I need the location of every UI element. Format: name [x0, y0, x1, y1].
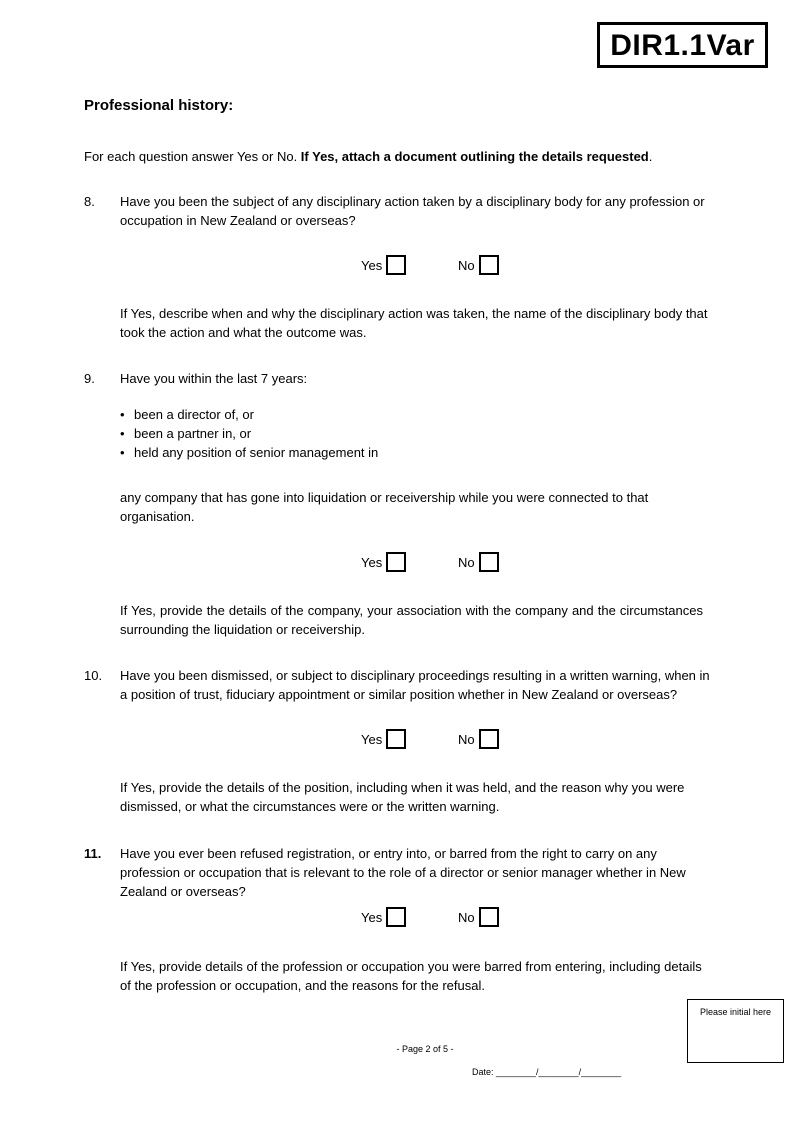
question-10-number: 10. — [84, 668, 103, 683]
question-10-text: Have you been dismissed, or subject to disciplinary proceedings resulting in a written warning, when in a position of trust, fiduciary appointment or similar position whether in New Zealand or overseas? — [120, 668, 710, 702]
question-10-followup: If Yes, provide the details of the position, including when it was held, and the reason why you were dismissed, or what the circumstances were or the written warning. — [120, 780, 685, 814]
no-label: No — [458, 554, 475, 570]
list-item: • been a partner in, or — [120, 424, 378, 443]
question-8-no — [458, 255, 499, 275]
question-11-yes — [361, 907, 406, 927]
question-8-yes — [361, 255, 406, 275]
question-11-no — [458, 907, 499, 927]
initial-box-label: Please initial here — [699, 1007, 772, 1017]
no-label: No — [458, 257, 475, 273]
question-9-followup: If Yes, provide the details of the company, your association with the company and the circumstances surrounding the liquidation or receivership. — [120, 603, 703, 637]
question-9-bullet-list — [120, 405, 378, 462]
section-title: Professional history: — [84, 97, 234, 114]
yes-label: Yes — [361, 909, 383, 925]
intro-plain: For each question answer Yes or No. — [84, 149, 301, 164]
question-8-yes-checkbox[interactable] — [386, 255, 406, 275]
question-9-yes-checkbox[interactable] — [386, 552, 406, 572]
question-11-text: Have you ever been refused registration, or entry into, or barred from the right to carry on any profession or occupation that is relevant to the role of a director or senior manager whether in New Zealand or overseas? — [120, 846, 686, 899]
question-9-yes — [361, 552, 406, 572]
question-10-no — [458, 729, 499, 749]
question-11-number: 11. — [84, 846, 102, 861]
question-11-yes-checkbox[interactable] — [386, 907, 406, 927]
page-number: - Page 2 of 5 - — [396, 1044, 454, 1054]
question-11-followup: If Yes, provide details of the profession or occupation you were barred from entering, including details of the profession or occupation, and the reasons for the refusal. — [120, 959, 702, 993]
question-10-yes-checkbox[interactable] — [386, 729, 406, 749]
list-item: • been a director of, or — [120, 405, 378, 424]
question-9-text: Have you within the last 7 years: — [120, 371, 308, 386]
question-10-yes — [361, 729, 406, 749]
date-field[interactable]: Date: ________/________/________ — [472, 1067, 622, 1077]
question-9-continuation: any company that has gone into liquidation or receivership while you were connected to that organisation. — [120, 490, 649, 524]
no-label: No — [458, 731, 475, 747]
question-9-number: 9. — [84, 371, 95, 386]
yes-label: Yes — [361, 554, 383, 570]
question-8-text: Have you been the subject of any disciplinary action taken by a disciplinary body for any profession or occupation in New Zealand or overseas? — [120, 194, 705, 228]
yes-label: Yes — [361, 257, 383, 273]
question-8-number: 8. — [84, 194, 95, 209]
list-item: • held any position of senior management in — [120, 443, 378, 462]
form-code: DIR1.1Var — [597, 22, 768, 68]
no-label: No — [458, 909, 475, 925]
question-8-no-checkbox[interactable] — [479, 255, 499, 275]
intro-text — [84, 147, 724, 166]
question-9-no — [458, 552, 499, 572]
intro-bold: If Yes, attach a document outlining the details requested — [300, 149, 649, 164]
yes-label: Yes — [361, 731, 383, 747]
intro-end: . — [648, 149, 653, 164]
question-8-followup: If Yes, describe when and why the disciplinary action was taken, the name of the disciplinary body that took the action and what the outcome was. — [120, 306, 708, 340]
question-11-no-checkbox[interactable] — [479, 907, 499, 927]
question-9-no-checkbox[interactable] — [479, 552, 499, 572]
question-10-no-checkbox[interactable] — [479, 729, 499, 749]
